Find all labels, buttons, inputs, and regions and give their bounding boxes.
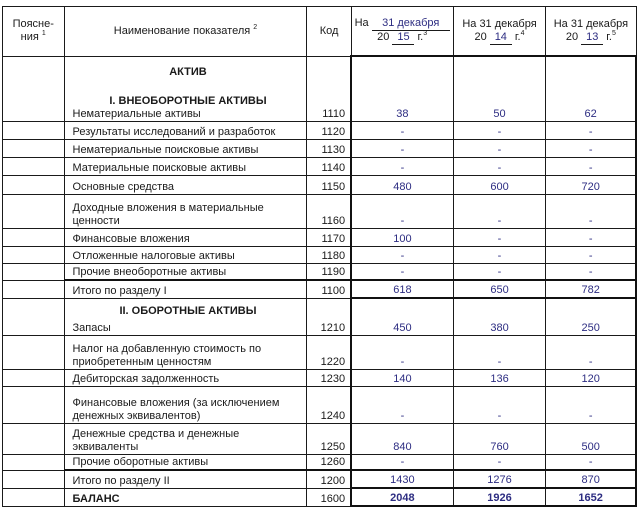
footnote-marker: 4 [520,29,525,37]
header-name [64,7,307,57]
footnote-marker: 5 [612,29,616,37]
footnote-marker: 1 [41,30,46,38]
value-2015: 1430 [351,470,453,488]
value-2015: - [351,139,453,157]
header-code: Код [307,7,351,57]
note-cell [3,121,65,139]
value-2014: 1276 [453,470,546,488]
row-label: Отложенные налоговые активы [64,246,307,263]
period-date: 31 декабря [372,17,450,31]
value-2014: - [453,228,546,246]
value-2015: - [351,335,453,369]
table-row [3,423,637,454]
table-row [3,157,637,175]
value-2013: - [546,194,636,228]
year-prefix: 20 [474,30,487,43]
value-2013: 782 [546,280,636,298]
row-label: Результаты исследований и разработок [64,121,307,139]
note-cell [3,335,65,369]
section-title-aktiv: АКТИВ [169,65,207,78]
value-2014: 136 [453,369,546,386]
value-2013: - [546,454,636,470]
note-cell [3,56,65,121]
table-row [3,369,637,386]
row-label: Финансовые вложения (за исключением денежных эквивалентов) [64,386,307,423]
value-2014: 380 [453,298,546,335]
value-2015: 618 [351,280,453,298]
table-header-row [3,7,637,57]
code-cell: 1100 [307,280,351,298]
name-cell [64,56,307,121]
value-2015: 100 [351,228,453,246]
header-period-2015 [351,7,453,57]
value-2014: - [453,335,546,369]
name-cell [64,298,307,335]
code-cell: 1600 [307,488,351,506]
value-2014: - [453,194,546,228]
value-2014: - [453,386,546,423]
section-title-1: I. ВНЕОБОРОТНЫЕ АКТИВЫ [109,94,267,107]
table-row [3,298,637,335]
value-2015: 2048 [351,488,453,506]
table-row [3,175,637,194]
value-2014: 600 [453,175,546,194]
value-2015: - [351,121,453,139]
table-row-subtotal [3,470,637,488]
value-2015: - [351,454,453,470]
code-cell: 1170 [307,228,351,246]
row-label: Дебиторская задолженность [64,369,307,386]
period-prefix: На [553,17,568,30]
table-row [3,386,637,423]
value-2013: - [546,386,636,423]
value-2013: 62 [546,56,636,121]
code-cell: 1240 [307,386,351,423]
value-2015: 140 [351,369,453,386]
table-row [3,194,637,228]
note-cell [3,369,65,386]
table-row-total [3,488,637,506]
value-2015: - [351,194,453,228]
value-2013: 1652 [546,488,636,506]
table-row [3,246,637,263]
table-row [3,228,637,246]
year-prefix: 20 [377,31,390,43]
value-2013: - [546,121,636,139]
note-cell [3,175,65,194]
value-2013: - [546,335,636,369]
table-row [3,56,637,121]
value-2014: 50 [453,56,546,121]
table-row [3,139,637,157]
year-suffix: г. [417,31,424,43]
value-2014: 650 [453,280,546,298]
value-2013: 500 [546,423,636,454]
year-suffix: г. [514,30,521,43]
value-2014: - [453,246,546,263]
value-2014: - [453,139,546,157]
value-2015: 480 [351,175,453,194]
table-row-subtotal [3,280,637,298]
period-date: 31 декабря [479,17,537,30]
code-cell: 1250 [307,423,351,454]
code-cell: 1260 [307,454,351,470]
note-cell [3,470,65,488]
period-date: 31 декабря [570,17,629,30]
table-row [3,335,637,369]
value-2013: - [546,263,636,280]
value-2014: - [453,263,546,280]
balance-table [2,6,637,507]
note-cell [3,423,65,454]
note-cell [3,454,65,470]
code-cell: 1160 [307,194,351,228]
note-cell [3,228,65,246]
row-label: Денежные средства и денежные эквиваленты [64,423,307,454]
note-cell [3,298,65,335]
note-cell [3,263,65,280]
code-cell: 1190 [307,263,351,280]
code-cell: 1200 [307,470,351,488]
row-label: Материальные поисковые активы [64,157,307,175]
row-label: Финансовые вложения [64,228,307,246]
row-label: Запасы [72,321,111,334]
value-2013: 870 [546,470,636,488]
value-2013: 720 [546,175,636,194]
period-year: 15 [392,31,414,45]
value-2013: - [546,228,636,246]
row-label: Нематериальные активы [72,107,201,120]
note-cell [3,280,65,298]
value-2014: 1926 [453,488,546,506]
note-cell [3,488,65,506]
value-2015: - [351,386,453,423]
table-row [3,121,637,139]
header-note [3,7,65,57]
row-label: Налог на добавленную стоимость по приобретенным ценностям [64,335,307,369]
row-label: Доходные вложения в материальные ценности [64,194,307,228]
year-prefix: 20 [565,30,579,43]
value-2015: - [351,157,453,175]
row-label: Нематериальные поисковые активы [64,139,307,157]
section-title-2: II. ОБОРОТНЫЕ АКТИВЫ [119,304,257,317]
value-2015: - [351,246,453,263]
table-row [3,454,637,470]
value-2013: - [546,157,636,175]
row-label: Прочие внеоборотные активы [64,263,307,280]
code-cell: 1130 [307,139,351,157]
value-2013: 250 [546,298,636,335]
value-2015: 840 [351,423,453,454]
note-cell [3,139,65,157]
period-prefix: На [354,17,369,29]
code-cell: 1150 [307,175,351,194]
table-row [3,263,637,280]
header-period-2014 [453,7,546,57]
header-name-label: Наименование показателя [113,24,251,37]
code-cell: 1180 [307,246,351,263]
code-cell: 1140 [307,157,351,175]
footnote-marker: 2 [253,23,258,31]
row-label: БАЛАНС [64,488,307,506]
code-cell: 1220 [307,335,351,369]
code-cell: 1230 [307,369,351,386]
period-year: 13 [581,31,603,45]
footnote-marker: 3 [423,30,428,37]
value-2014: - [453,157,546,175]
code-cell: 1210 [307,298,351,335]
row-label: Итого по разделу II [64,470,307,488]
row-label: Прочие оборотные активы [64,454,307,470]
row-label: Итого по разделу I [64,280,307,298]
year-suffix: г. [606,30,612,43]
code-cell: 1120 [307,121,351,139]
value-2015: 450 [351,298,453,335]
value-2015: 38 [351,56,453,121]
value-2014: - [453,454,546,470]
note-cell [3,194,65,228]
value-2013: 120 [546,369,636,386]
value-2015: - [351,263,453,280]
value-2014: 760 [453,423,546,454]
note-cell [3,157,65,175]
value-2014: - [453,121,546,139]
header-note-label: Поясне-ния [12,18,54,44]
code-cell: 1110 [307,56,351,121]
period-year: 14 [490,31,512,45]
period-prefix: На [462,17,477,30]
header-period-2013 [546,7,636,57]
note-cell [3,246,65,263]
value-2013: - [546,246,636,263]
note-cell [3,386,65,423]
row-label: Основные средства [64,175,307,194]
value-2013: - [546,139,636,157]
